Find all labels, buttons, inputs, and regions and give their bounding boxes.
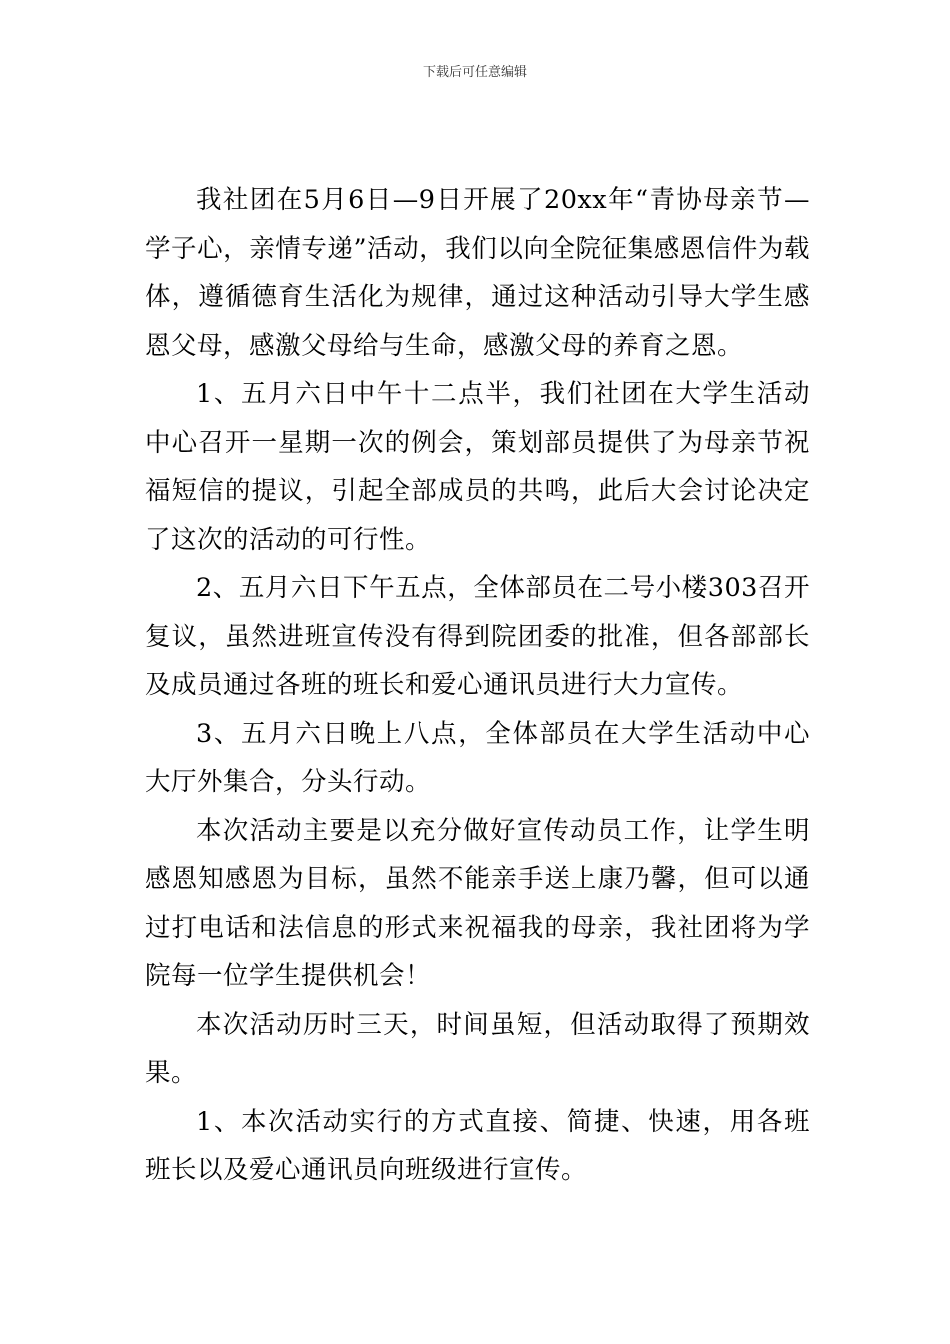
paragraph-result-item-1: 1、本次活动实行的方式直接、简捷、快速，用各班班长以及爱心通讯员向班级进行宣传。	[145, 1106, 810, 1185]
document-body	[145, 176, 810, 1195]
paragraph-item-2: 2、五月六日下午五点，全体部员在二号小楼303召开复议，虽然进班宣传没有得到院团委的批准，但各部部长及成员通过各班的班长和爱心通讯员进行大力宣传。	[145, 573, 810, 700]
paragraph-intro: 我社团在5月6日—9日开展了20xx年“青协母亲节—学子心，亲情专递”活动，我们以向全院征集感恩信件为载体，遵循德育生活化为规律，通过这种活动引导大学生感恩父母，感激父母给与生命，感激父母的养育之恩。	[145, 185, 810, 361]
paragraph-goal: 本次活动主要是以充分做好宣传动员工作，让学生明感恩知感恩为目标，虽然不能亲手送上康乃馨，但可以通过打电话和法信息的形式来祝福我的母亲，我社团将为学院每一位学生提供机会！	[145, 815, 810, 991]
page-header-note: 下载后可任意编辑	[422, 65, 527, 80]
paragraph-result: 本次活动历时三天，时间虽短，但活动取得了预期效果。	[145, 1009, 810, 1088]
paragraph-item-3: 3、五月六日晚上八点，全体部员在大学生活动中心大厅外集合，分头行动。	[145, 718, 810, 797]
paragraph-item-1: 1、五月六日中午十二点半，我们社团在大学生活动中心召开一星期一次的例会，策划部员提供了为母亲节祝福短信的提议，引起全部成员的共鸣，此后大会讨论决定了这次的活动的可行性。	[145, 379, 810, 555]
